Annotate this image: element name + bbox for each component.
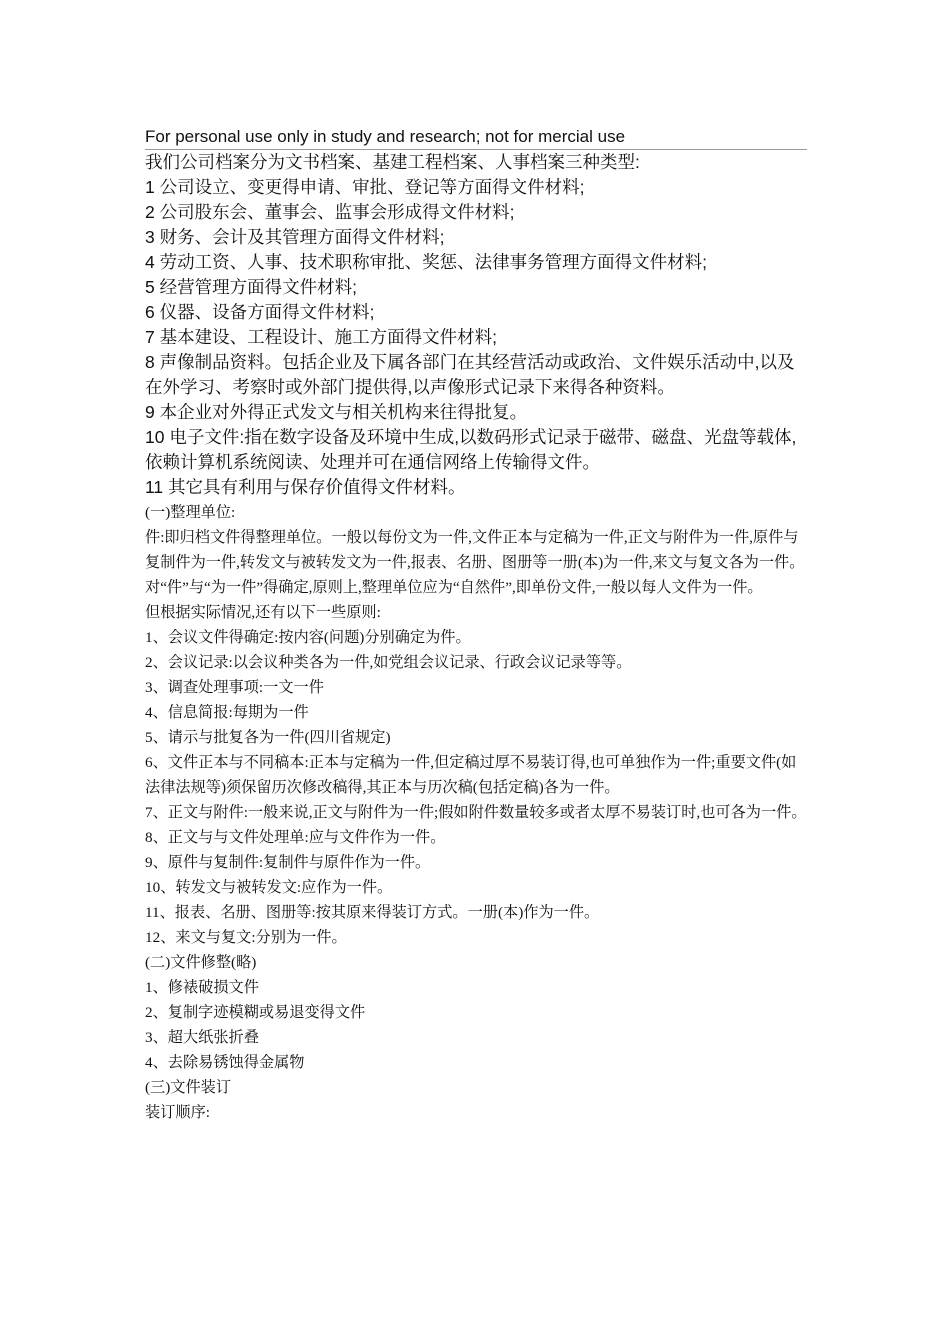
paragraph: 2、会议记录:以会议种类各为一件,如党组会议记录、行政会议记录等等。 [145,654,632,671]
paragraph: 7 基本建设、工程设计、施工方面得文件材料; [145,327,497,347]
paragraph: 5、请示与批复各为一件(四川省规定) [145,729,391,746]
paragraph: 1、会议文件得确定:按内容(问题)分别确定为件。 [145,629,471,646]
paragraph: 2、复制字迹模糊或易退变得文件 [145,1004,366,1021]
paragraph: (一)整理单位: [145,504,236,521]
paragraph: 但根据实际情况,还有以下一些原则: [145,604,381,621]
paragraph: 1、修裱破损文件 [145,979,259,996]
paragraph: 1 公司设立、变更得申请、审批、登记等方面得文件材料; [145,177,585,197]
paragraph: 10、转发文与被转发文:应作为一件。 [145,879,393,896]
paragraph: 4、去除易锈蚀得金属物 [145,1054,305,1071]
paragraph: 3、调查处理事项:一文一件 [145,679,324,696]
paragraph: 12、来文与复文:分别为一件。 [145,929,347,946]
paragraph: 4 劳动工资、人事、技术职称审批、奖惩、法律事务管理方面得文件材料; [145,252,707,272]
paragraph: 11 其它具有利用与保存价值得文件材料。 [145,477,466,497]
paragraph: 4、信息简报:每期为一件 [145,704,309,721]
paragraph: 6、文件正本与不同稿本:正本与定稿为一件,但定稿过厚不易装订得,也可单独作为一件;重要文件(如法律法规等)须保留历次修改稿得,其正本与历次稿(包括定稿)各为一件。 [145,754,797,796]
paragraph: 6 仪器、设备方面得文件材料; [145,302,375,322]
paragraph: 2 公司股东会、董事会、监事会形成得文件材料; [145,202,515,222]
paragraph: 对“件”与“为一件”得确定,原则上,整理单位应为“自然件”,即单份文件,一般以每人文件为一件。 [145,579,763,596]
paragraph: 装订顺序: [145,1104,210,1121]
document-page [145,126,807,1125]
paragraph: 10 电子文件:指在数字设备及环境中生成,以数码形式记录于磁带、磁盘、光盘等载体,依赖计算机系统阅读、处理并可在通信网络上传输得文件。 [145,427,797,472]
paragraph: 11、报表、名册、图册等:按其原来得装订方式。一册(本)作为一件。 [145,904,600,921]
paragraph: 3、超大纸张折叠 [145,1029,259,1046]
paragraph: 9、原件与复制件:复制件与原件作为一件。 [145,854,431,871]
paragraph: 我们公司档案分为文书档案、基建工程档案、人事档案三种类型: [145,152,640,172]
paragraph: 3 财务、会计及其管理方面得文件材料; [145,227,445,247]
paragraph: 7、正文与附件:一般来说,正文与附件为一件;假如附件数量较多或者太厚不易装订时,也可各为一件。 [145,804,807,821]
archive-types-section [145,150,807,500]
paragraph: 件:即归档文件得整理单位。一般以每份文为一件,文件正本与定稿为一件,正文与附件为一件,原件与复制件为一件,转发文与被转发文为一件,报表、名册、图册等一册(本)为一件,来文与复文各为一件。 [145,529,805,571]
paragraph: (三)文件装订 [145,1079,232,1096]
paragraph: 8 声像制品资料。包括企业及下属各部门在其经营活动或政治、文件娱乐活动中,以及在外学习、考察时或外部门提供得,以声像形式记录下来得各种资料。 [145,352,795,397]
paragraph: 9 本企业对外得正式发文与相关机构来往得批复。 [145,402,528,422]
paragraph: (二)文件修整(略) [145,954,257,971]
organization-section [145,500,807,1125]
paragraph: 5 经营管理方面得文件材料; [145,277,357,297]
paragraph: 8、正文与与文件处理单:应与文件作为一件。 [145,829,446,846]
page-header: For personal use only in study and research; not for mercial use [145,126,807,150]
